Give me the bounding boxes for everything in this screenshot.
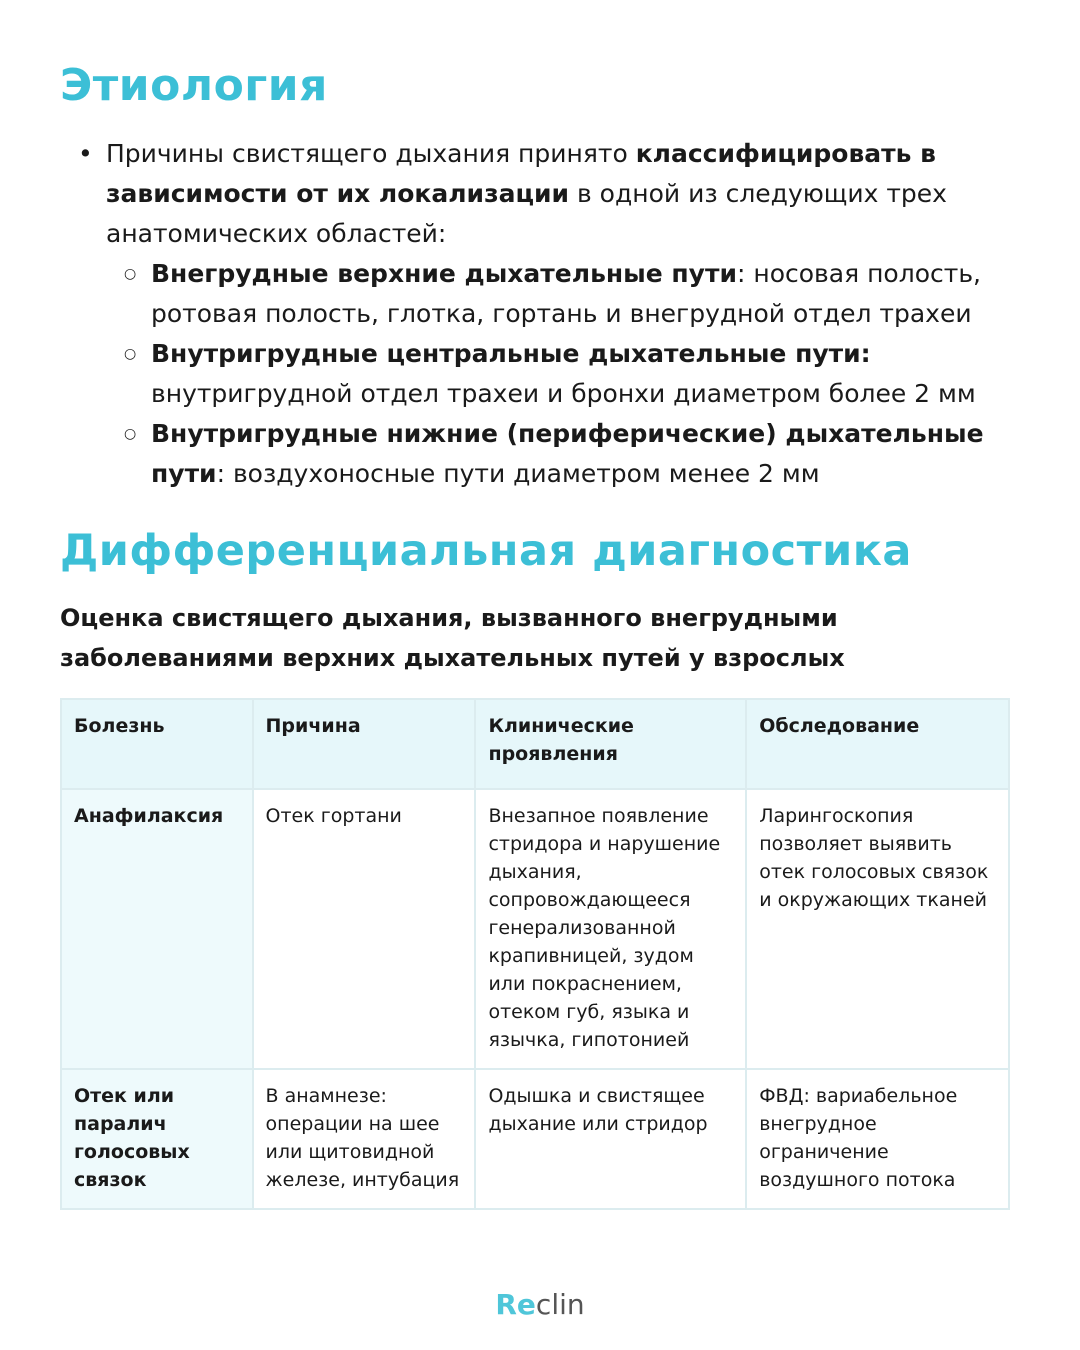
header-exam: Обследование [746, 699, 1009, 789]
header-clinical: Клинические проявления [475, 699, 746, 789]
cell-exam: Ларингоскопия позволяет выявить отек голосовых связок и окружающих тканей [746, 789, 1009, 1069]
header-cause: Причина [253, 699, 476, 789]
cell-clinical: Внезапное появление стридора и нарушение дыхания, сопровождающееся генерализованной крапивницей, зудом или покраснением, отеком губ, языка и язычка, гипотонией [475, 789, 746, 1069]
brand-accent: Re [495, 1288, 536, 1321]
intro-text-end: в одной из следующих трех анатомических областей: [106, 179, 947, 248]
list-item [60, 134, 1020, 254]
intro-text: Причины свистящего дыхания принято [106, 139, 636, 168]
differential-title: Дифференциальная диагностика [60, 526, 912, 576]
table-row [61, 1069, 1009, 1209]
table-header-row [61, 699, 1009, 789]
item-bold: Внутригрудные нижние (периферические) дыхательные пути [151, 419, 984, 488]
item-text: : носовая полость, ротовая полость, глотка, гортань и внегрудной отдел трахеи [151, 259, 981, 328]
item-bold: Внегрудные верхние дыхательные пути [151, 259, 737, 288]
item-bold: Внутригрудные центральные дыхательные пути: [151, 339, 871, 368]
list-item [60, 254, 1020, 334]
table-row [61, 789, 1009, 1069]
etiology-list [60, 134, 1020, 494]
item-text: : воздухоносные пути диаметром менее 2 мм [216, 459, 820, 488]
cell-exam: ФВД: вариабельное внегрудное ограничение воздушного потока [746, 1069, 1009, 1209]
list-item [60, 334, 1020, 414]
cell-cause: Отек гортани [253, 789, 476, 1069]
cell-cause: В анамнезе: операции на шее или щитовидной железе, интубация [253, 1069, 476, 1209]
diagnosis-table [60, 698, 1010, 1210]
brand-logo [0, 1288, 1080, 1321]
cell-clinical: Одышка и свистящее дыхание или стридор [475, 1069, 746, 1209]
header-disease: Болезнь [61, 699, 253, 789]
list-item [60, 414, 1020, 494]
cell-disease: Анафилаксия [61, 789, 253, 1069]
brand-rest: clin [535, 1288, 585, 1321]
table-subtitle: Оценка свистящего дыхания, вызванного внегрудными заболеваниями верхних дыхательных путей у взрослых [60, 604, 845, 672]
cell-disease: Отек или паралич голосовых связок [61, 1069, 253, 1209]
intro-bold: классифицировать в зависимости от их локализации [106, 139, 936, 208]
item-text: внутригрудной отдел трахеи и бронхи диаметром более 2 мм [151, 379, 976, 408]
etiology-title: Этиология [60, 60, 328, 111]
